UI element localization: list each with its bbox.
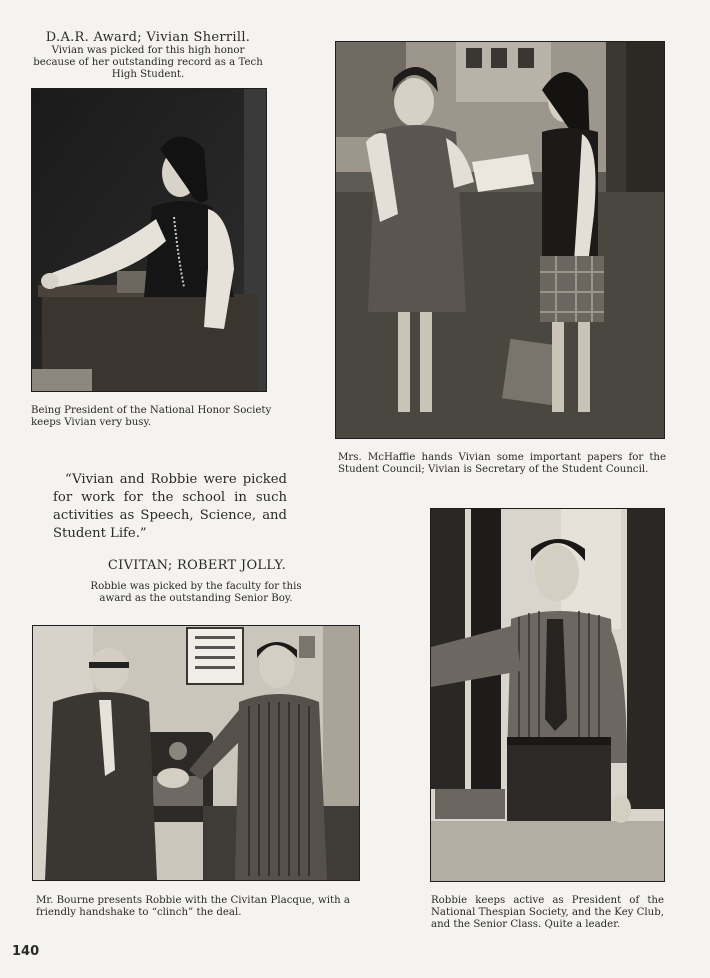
page-number: 140 <box>12 944 40 959</box>
civitan-heading: CIVITAN; ROBERT JOLLY. <box>107 558 287 573</box>
dar-photo-caption: Being President of the National Honor Society keeps Vivian very busy. <box>31 405 272 428</box>
civitan-intro: Robbie was picked by the faculty for this award as the outstanding Senior Boy. <box>90 581 302 604</box>
photo-vivian-lectern <box>31 88 267 392</box>
civitan-photo-caption: Mr. Bourne presents Robbie with the Civitan Placque, with a friendly handshake to “clinch” the deal. <box>36 895 350 918</box>
dar-heading: D.A.R. Award; Vivian Sherrill. <box>45 30 251 45</box>
quote-text: “Vivian and Robbie were picked for work for the school in such activities as Speech, Science, and Student Life.” <box>53 472 287 541</box>
mchaffie-caption: Mrs. McHaffie hands Vivian some important papers for the Student Council; Vivian is Secretary of the Student Council. <box>338 452 666 475</box>
photo-bourne-handshake <box>32 625 360 881</box>
photo-mchaffie-vivian <box>335 41 665 439</box>
dar-intro: Vivian was picked for this high honor because of her outstanding record as a Tech High Student. <box>33 45 263 80</box>
photo-robbie-table <box>430 508 665 882</box>
thespian-caption: Robbie keeps active as President of the National Thespian Society, and the Key Club, and the Senior Class. Quite a leader. <box>431 895 664 930</box>
